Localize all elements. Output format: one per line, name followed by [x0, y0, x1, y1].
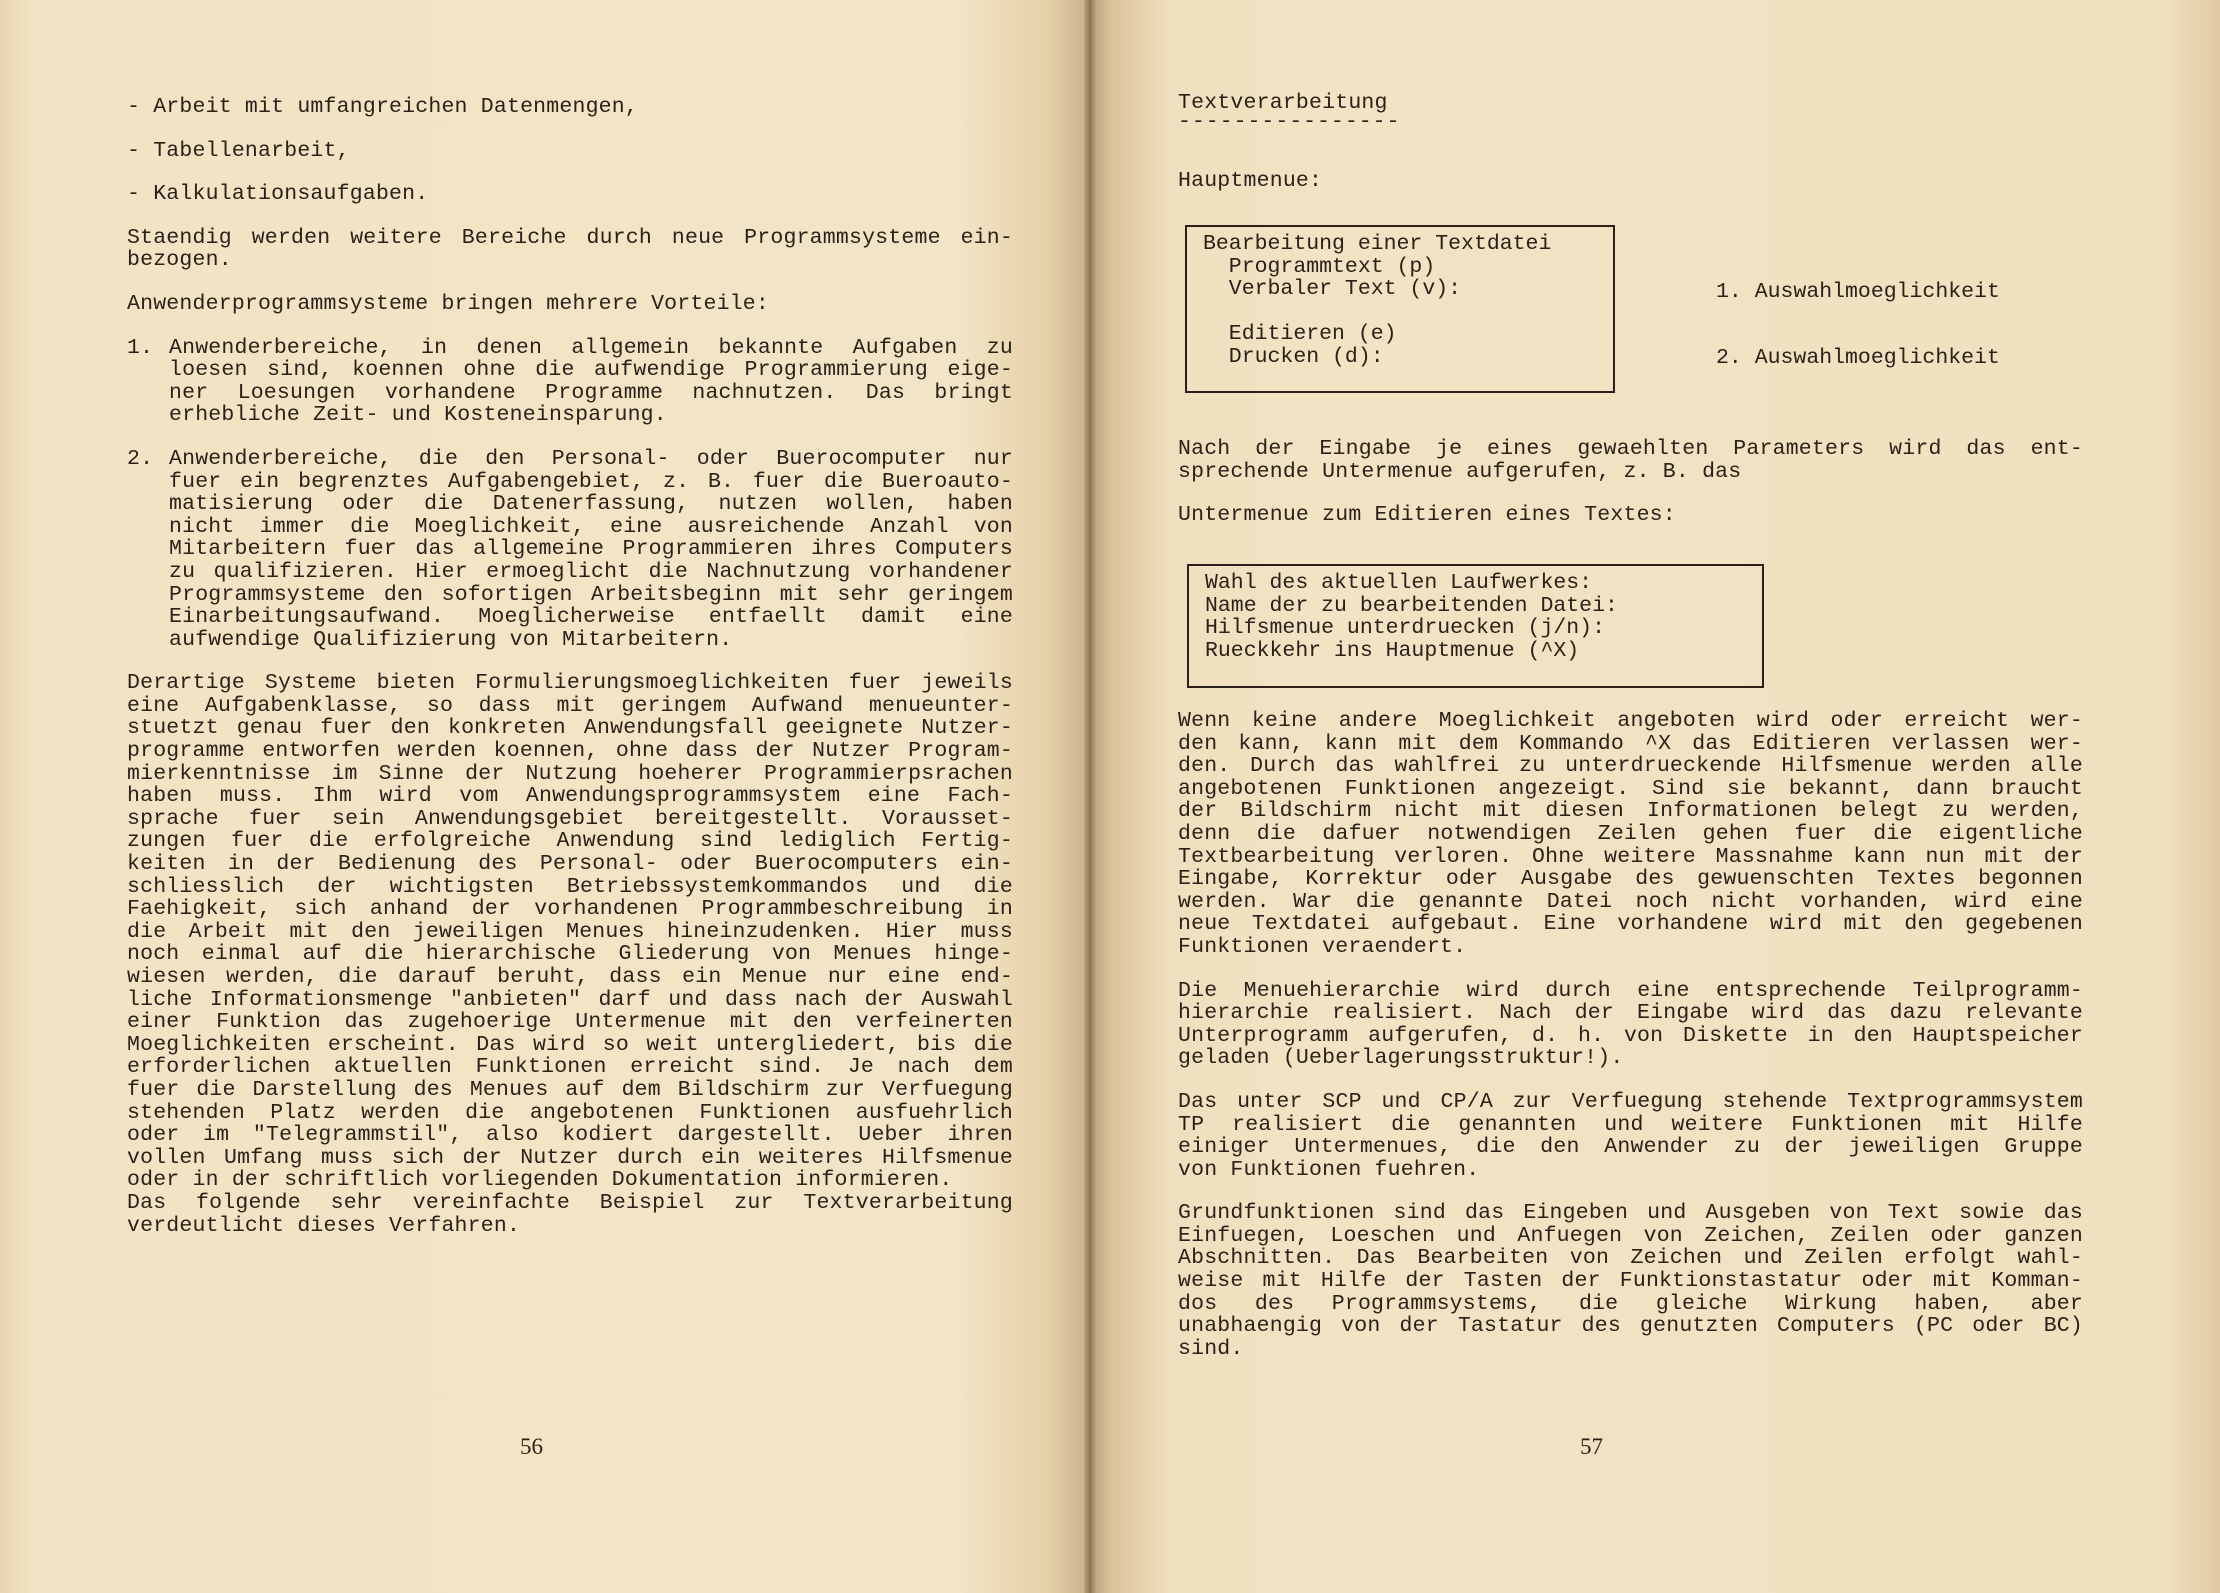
page-number-left: 56	[520, 1434, 543, 1459]
main-menu-box: Bearbeitung einer Textdatei Programmtext (p) Verbaler Text (v): Editieren (e) Drucken (d):	[1185, 225, 1615, 393]
hauptmenue-label: Hauptmenue:	[1178, 169, 1323, 193]
paragraph: Staendig werden weitere Bereiche durch neue Programmsysteme ein- bezogen.	[127, 225, 1013, 273]
paragraph: Derartige Systeme bieten Formulierungsmoeglichkeiten fuer jeweils eine Aufgabenklasse, so dass mit geringem Aufwand menueunter- stuetzt genau fuer den konkreten Anwendungsfall geeignete Nutzer- programme entworfen werden koennen, ohne dass der Nutzer Program- mierkenntnisse im Sinne der Nutzung hoeherer Programmierpsrachen haben muss. Ihm wird vom Anwendungsprogrammsystem eine Fach- sprache fuer sein Anwendungsgebiet bereitgestellt. Vorausset- zungen fuer die erfolgreiche Anwendung sind lediglich Fertig- keiten in der Bedienung des Personal- oder Buerocomputers ein- schliesslich der wichtigsten Betriebssystemkommandos und die Faehigkeit, sich anhand der vorhandenen Programmbeschreibung in die Arbeit mit den jeweiligen Menues hineinzudenken. Hier muss noch einmal auf die hierarchische Gliederung von Menues hinge- wiesen werden, die darauf beruht, dass ein Menue nur eine end- liche Informationsmenge "anbieten" darf und dass nach der Auswahl einer Funktion das zugehoerige Untermenue mit den verfeinerten Moeglichkeiten erscheint. Das wird so weit untergliedert, bis die erforderlichen aktuellen Funktionen erreicht sind. Je nach dem fuer die Darstellung des Menues auf dem Bildschirm zur Verfuegung stehenden Platz werden die angebotenen Funktionen ausfuehrlich oder im "Telegrammstil", also kodiert dargestellt. Ueber ihren vollen Umfang muss sich der Nutzer durch ein weiteres Hilfsmenue oder in der schriftlich vorliegenden Dokumentation informieren. Das folgende sehr vereinfachte Beispiel zur Textverarbeitung verdeutlicht dieses Verfahren.	[127, 671, 1013, 1238]
heading-underline: ----------------	[1178, 109, 1401, 134]
paragraph	[1178, 504, 2083, 527]
section-heading: Textverarbeitung	[1178, 91, 1388, 115]
numbered-point: 2. Anwenderbereiche, die den Personal- oder Buerocomputer nur fuer ein begrenztes Aufgabengebiet, z. B. fuer die Bueroauto- matisierung oder die Datenerfassung, nutzen wollen, haben nicht immer die Moeglichkeit, eine ausreichende Anzahl von Mitarbeitern fuer das allgemeine Programmieren ihres Computers zu qualifizieren. Hier ermoeglicht die Nachnutzung vorhandener Programmsysteme den sofortigen Arbeitsbeginn mit sehr geringem Einarbeitungsaufwand. Moeglicherweise entfaellt damit eine aufwendige Qualifizierung von Mitarbeitern.	[127, 446, 1013, 652]
list-item: - Kalkulationsaufgaben.	[127, 182, 429, 207]
right-page-middle	[1178, 438, 2083, 527]
right-page-text	[1178, 92, 2083, 193]
list-item: - Arbeit mit umfangreichen Datenmengen,	[127, 95, 638, 119]
choice-label-2: 2. Auswahlmoeglichkeit	[1716, 346, 2000, 370]
untermenue-label: Untermenue zum Editieren eines Textes:	[1178, 503, 1676, 528]
book-gutter	[1084, 0, 1096, 1593]
list-item: - Tabellenarbeit,	[127, 138, 350, 163]
paragraph: Anwenderprogrammsysteme bringen mehrere Vorteile:	[127, 291, 770, 316]
right-page-lower	[1178, 710, 2083, 1360]
numbered-point: 1. Anwenderbereiche, in denen allgemein bekannte Aufgaben zu loesen sind, koennen ohne die aufwendige Programmierung eige- ner Loesungen vorhandene Programme nachnutzen. Das bringt erhebliche Zeit- und Kosteneinsparung.	[127, 335, 1013, 428]
choice-label-1: 1. Auswahlmoeglichkeit	[1716, 280, 2000, 304]
paragraph: Wenn keine andere Moeglichkeit angeboten wird oder erreicht wer- den kann, kann mit dem Kommando ^X das Editieren verlassen wer- den. Durch das wahlfrei zu unterdrueckende Hilfsmenue werden alle angebotenen Funktionen angezeigt. Sind sie bekannt, dann braucht der Bildschirm nicht mit diesen Informationen belegt zu werden, denn die dafuer notwendigen Zeilen gehen fuer die eigentliche Textbearbeitung verloren. Ohne weitere Massnahme kann nun mit der Eingabe, Korrektur oder Ausgabe des gewuenschten Textes begonnen werden. War die genannte Datei noch nicht vorhanden, wird eine neue Textdatei aufgebaut. Eine vorhandene wird mit den gegebenen Funktionen veraendert.	[1178, 709, 2083, 959]
paragraph: Die Menuehierarchie wird durch eine entsprechende Teilprogramm- hierarchie realisiert. Nach der Eingabe wird das dazu relevante Unterprogramm aufgerufen, d. h. von Diskette in den Hauptspeicher geladen (Ueberlagerungsstruktur!).	[1178, 978, 2083, 1071]
submenu-box: Wahl des aktuellen Laufwerkes: Name der zu bearbeitenden Datei: Hilfsmenue unterdruecken (j/n): Rueckkehr ins Hauptmenue (^X)	[1187, 564, 1764, 688]
page-number-right: 57	[1580, 1434, 1603, 1459]
paragraph: Nach der Eingabe je eines gewaehlten Parameters wird das ent- sprechende Untermenue aufgerufen, z. B. das	[1178, 437, 2083, 484]
left-page-text	[127, 96, 1013, 1237]
paragraph: Das unter SCP und CP/A zur Verfuegung stehende Textprogrammsystem TP realisiert die genannten und weitere Funktionen mit Hilfe einiger Untermenues, die den Anwender zu der jeweiligen Gruppe von Funktionen fuehren.	[1178, 1089, 2083, 1182]
paragraph: Grundfunktionen sind das Eingeben und Ausgeben von Text sowie das Einfuegen, Loeschen und Anfuegen von Zeichen, Zeilen oder ganzen Abschnitten. Das Bearbeiten von Zeichen und Zeilen erfolgt wahl- weise mit Hilfe der Tasten der Funktionstastatur oder mit Komman- dos des Programmsystems, die gleiche Wirkung haben, aber unabhaengig von der Tastatur des genutzten Computers (PC oder BC) sind.	[1178, 1201, 2083, 1361]
